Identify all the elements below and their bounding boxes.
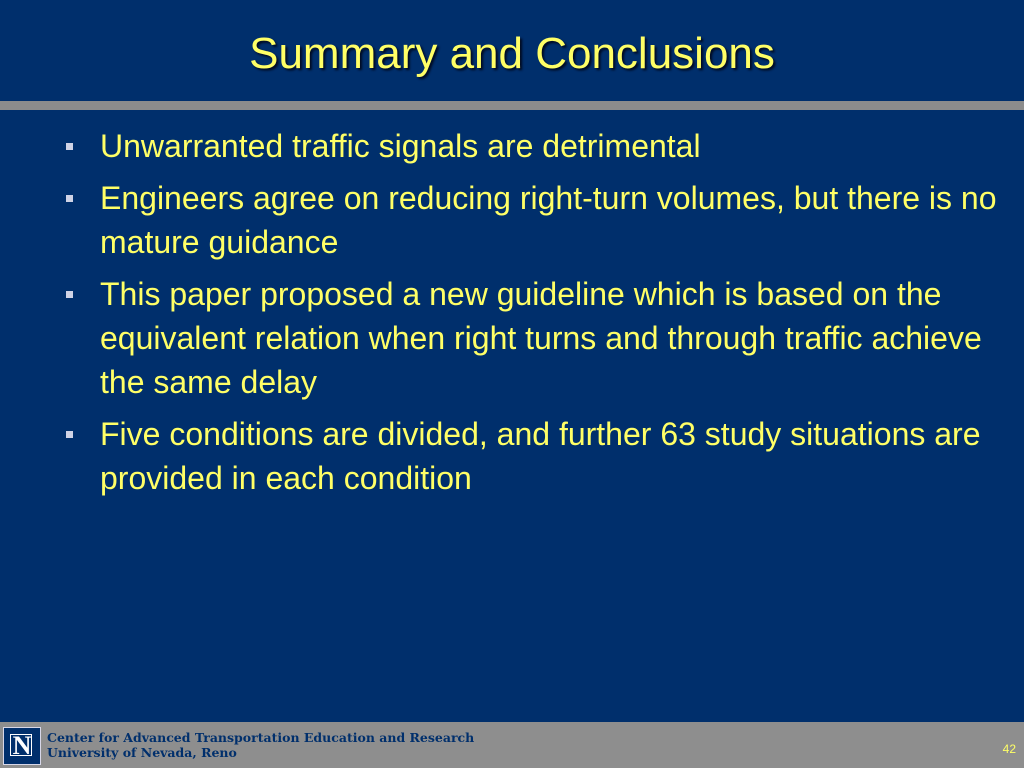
bullet-item xyxy=(0,272,1024,404)
bullet-text: Engineers agree on reducing right-turn volumes, but there is no mature guidance xyxy=(100,180,997,260)
slide-title: Summary and Conclusions xyxy=(249,29,775,78)
bullet-text: Five conditions are divided, and further 63 study situations are provided in each condition xyxy=(100,416,981,496)
bullet-item xyxy=(0,124,1024,168)
title-divider xyxy=(0,101,1024,110)
bullet-item xyxy=(0,176,1024,264)
footer-org-line2: University of Nevada, Reno xyxy=(47,745,237,760)
bullet-text: This paper proposed a new guideline which is based on the equivalent relation when right turns and through traffic achieve the same delay xyxy=(100,276,982,400)
footer-org-line1: Center for Advanced Transportation Education and Research xyxy=(47,730,475,745)
bullet-list xyxy=(0,124,1024,508)
bullet-item xyxy=(0,412,1024,500)
page-number: 42 xyxy=(1002,742,1016,756)
square-bullet-icon xyxy=(66,431,73,438)
university-logo-icon xyxy=(3,727,41,765)
square-bullet-icon xyxy=(66,195,73,202)
footer-organization xyxy=(47,730,474,760)
logo-letter: N xyxy=(12,731,32,760)
footer-bar xyxy=(0,722,1024,768)
square-bullet-icon xyxy=(66,291,73,298)
bullet-text: Unwarranted traffic signals are detrimental xyxy=(100,128,701,164)
square-bullet-icon xyxy=(66,143,73,150)
